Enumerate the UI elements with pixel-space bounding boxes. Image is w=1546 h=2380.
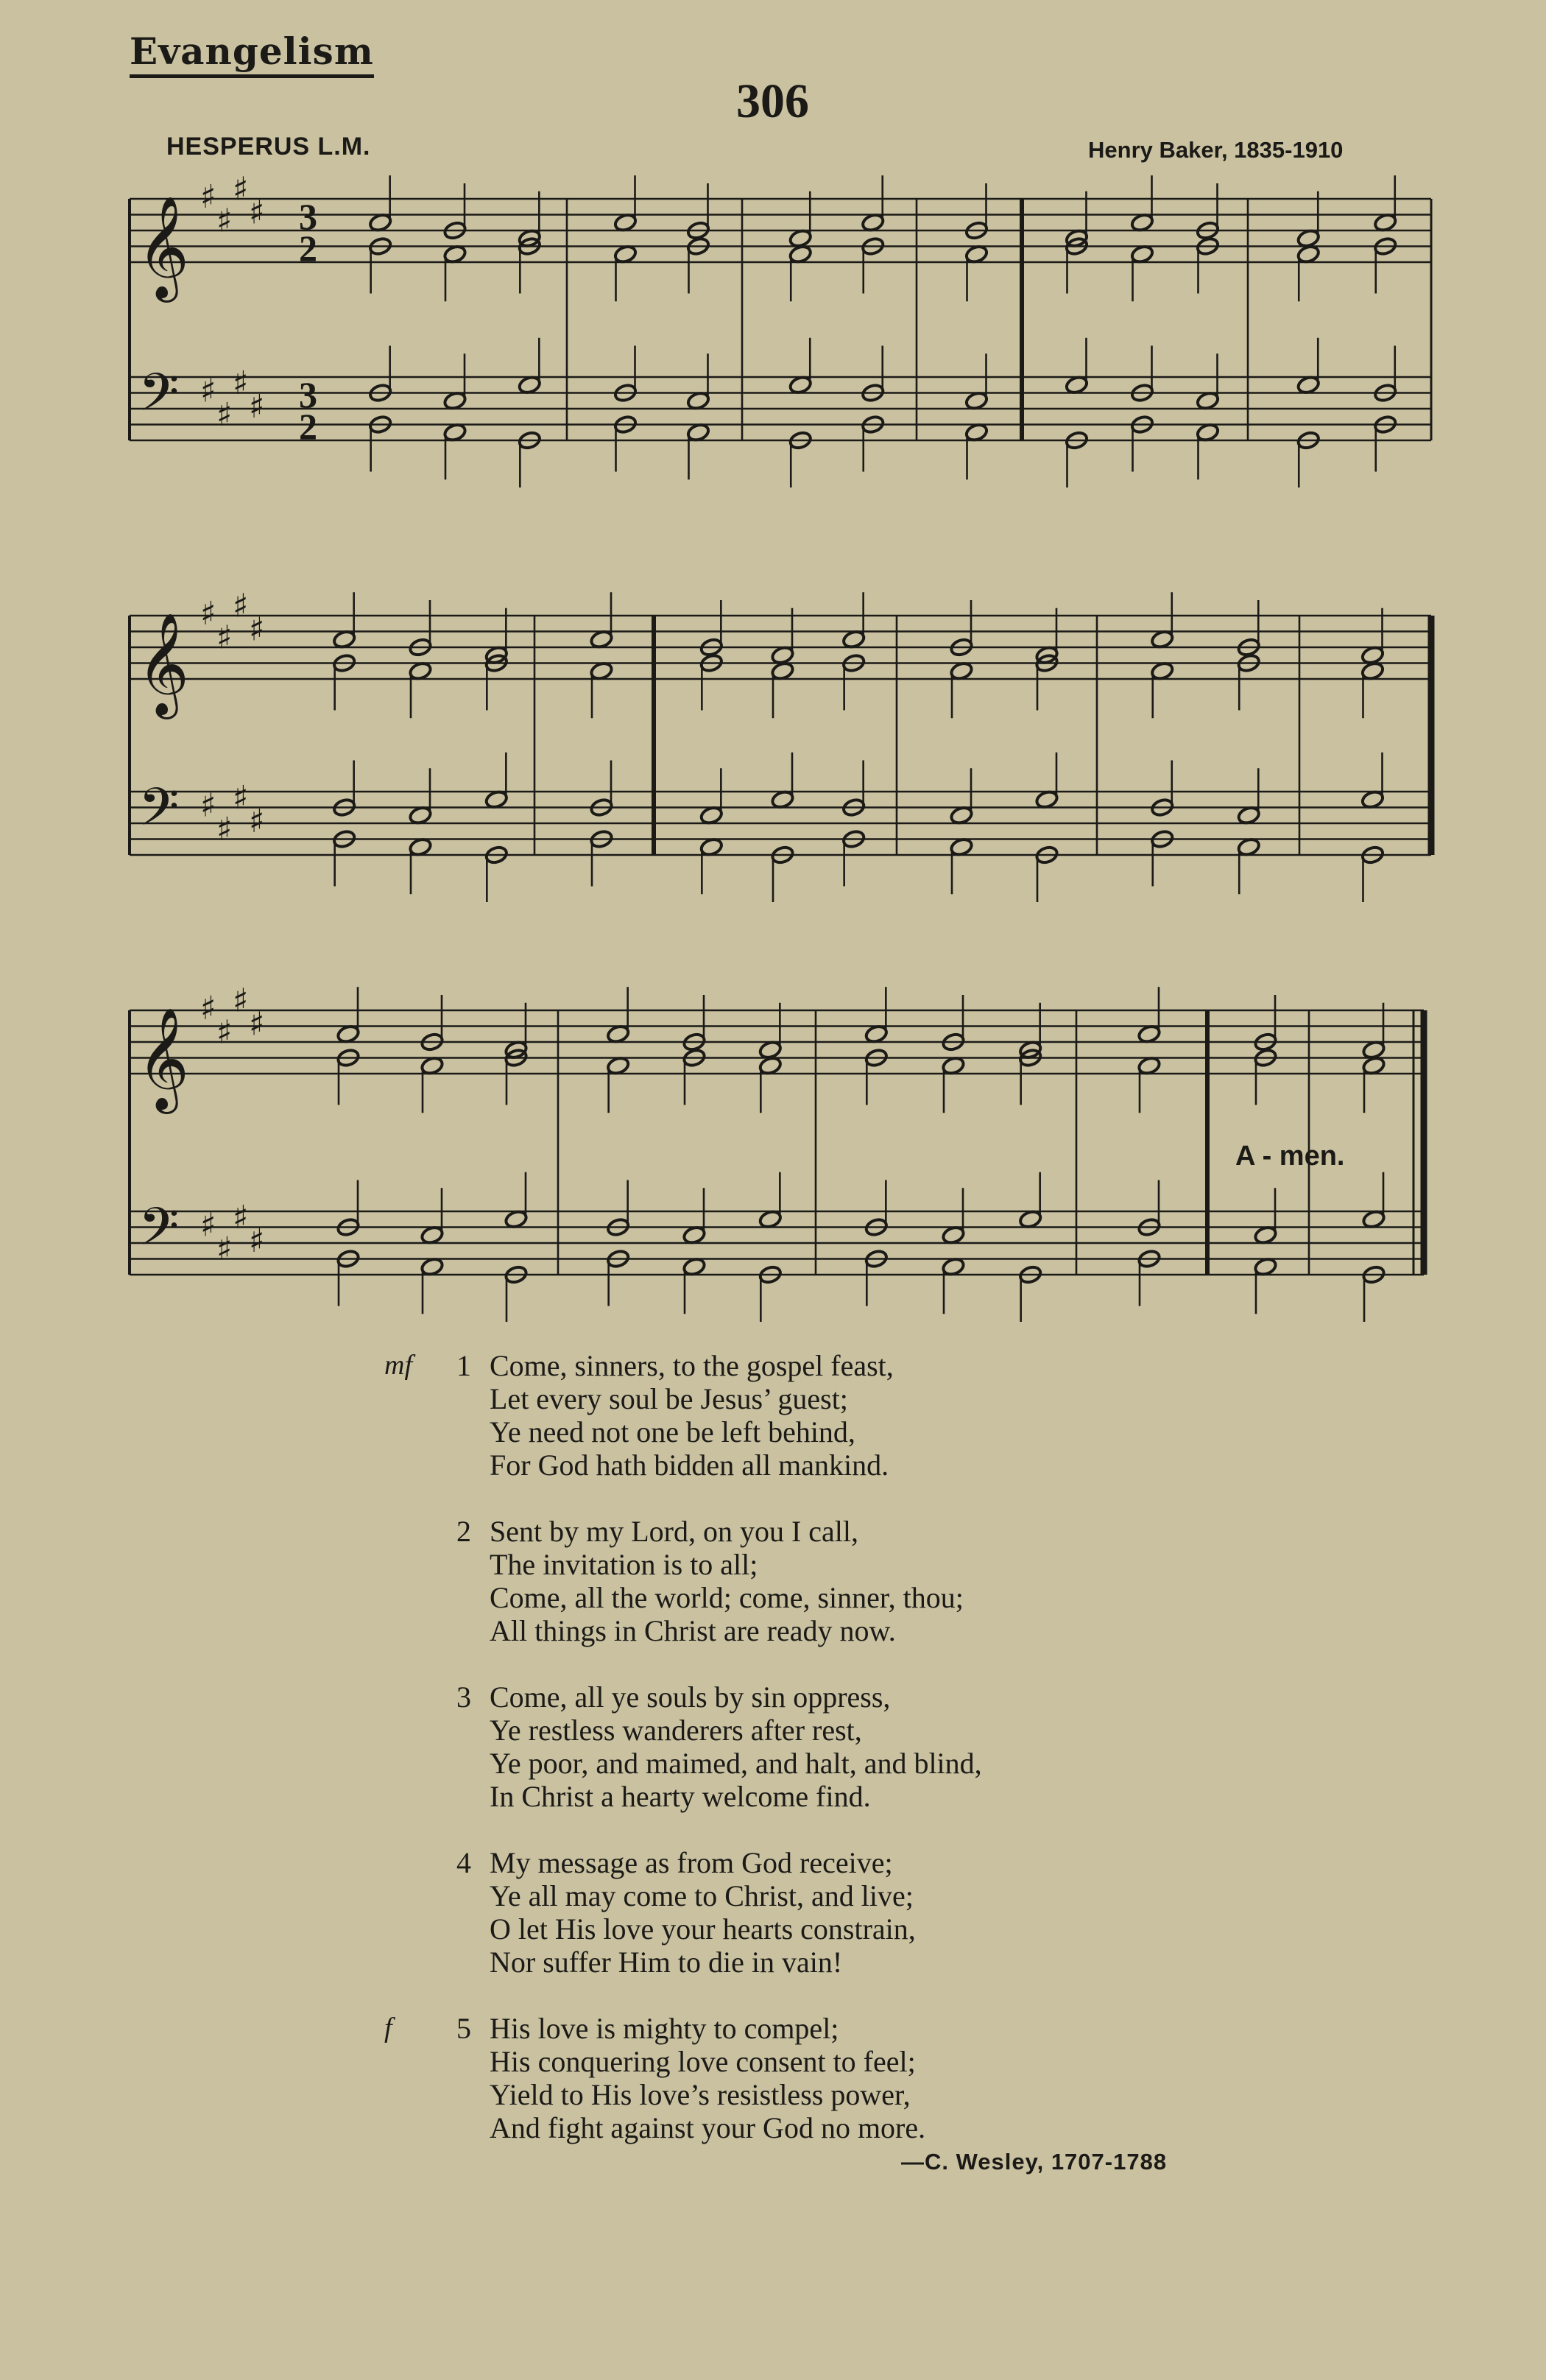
sharp-sign: ♯: [233, 1198, 249, 1236]
sharp-sign: ♯: [249, 1222, 265, 1260]
verse-line: Ye need not one be left behind,: [490, 1415, 855, 1448]
time-signature-denominator: 2: [299, 228, 317, 269]
sharp-sign: ♯: [200, 990, 216, 1027]
verse-3: [390, 1680, 1274, 1813]
verse-number: 2: [456, 1515, 471, 1548]
sharp-sign: ♯: [216, 810, 233, 848]
sharp-sign: ♯: [233, 778, 249, 817]
verse-line: His conquering love consent to feel;: [490, 2045, 916, 2078]
verse-dynamic: f: [384, 2013, 392, 2043]
sharp-sign: ♯: [249, 803, 265, 840]
time-signature-numerator: 3: [299, 196, 317, 237]
verse-line: Come, sinners, to the gospel feast,: [490, 1349, 894, 1382]
verse-number: 3: [456, 1680, 471, 1714]
verse-4: [390, 1846, 1274, 1979]
composer-credit: Henry Baker, 1835-1910: [1088, 137, 1344, 163]
treble-clef: 𝄞: [137, 1007, 189, 1110]
treble-clef: 𝄞: [137, 613, 189, 715]
verse-line: Nor suffer Him to die in vain!: [490, 1946, 843, 1979]
bass-clef: 𝄢: [138, 362, 180, 436]
sharp-sign: ♯: [249, 610, 265, 649]
sharp-sign: ♯: [233, 170, 249, 208]
verse-line: All things in Christ are ready now.: [490, 1614, 896, 1647]
amen-lyric: A - men.: [1235, 1141, 1345, 1172]
verse-line: Ye restless wanderers after rest,: [490, 1714, 862, 1747]
sharp-sign: ♯: [200, 178, 216, 216]
verse-line: Ye all may come to Christ, and live;: [490, 1879, 914, 1912]
sharp-sign: ♯: [216, 1013, 233, 1052]
section-title: Evangelism: [130, 29, 374, 78]
verse-line: O let His love your hearts constrain,: [490, 1912, 916, 1946]
time-signature-denominator: 2: [299, 406, 317, 447]
sharp-sign: ♯: [216, 1230, 233, 1268]
sharp-sign: ♯: [216, 202, 233, 240]
verse-line: Come, all ye souls by sin oppress,: [490, 1680, 891, 1714]
verse-2: [390, 1515, 1274, 1647]
time-signature-numerator: 3: [299, 374, 317, 415]
sharp-sign: ♯: [216, 395, 233, 434]
sharp-sign: ♯: [200, 372, 216, 410]
verse-line: Come, all the world; come, sinner, thou;: [490, 1581, 964, 1614]
verse-line: His love is mighty to compel;: [490, 2012, 839, 2045]
sharp-sign: ♯: [200, 595, 216, 633]
verse-number: 1: [456, 1349, 471, 1382]
verse-dynamic: mf: [384, 1350, 412, 1381]
verse-line: Ye poor, and maimed, and halt, and blind,: [490, 1747, 982, 1780]
verse-line: Sent by my Lord, on you I call,: [490, 1515, 859, 1548]
verse-number: 4: [456, 1846, 471, 1879]
verse-line: My message as from God receive;: [490, 1846, 893, 1879]
verse-line: Yield to His love’s resistless power,: [490, 2078, 911, 2111]
verses: [384, 1349, 1274, 2177]
verse-line: The invitation is to all;: [490, 1548, 758, 1581]
verse-number: 5: [456, 2012, 471, 2045]
tune-name: HESPERUS L.M.: [166, 133, 371, 161]
verse-line: Let every soul be Jesus’ guest;: [490, 1382, 848, 1415]
treble-clef: 𝄞: [137, 196, 189, 298]
verse-line: And fight against your God no more.: [490, 2111, 926, 2144]
hymn-number: 306: [736, 74, 809, 128]
verse-line: For God hath bidden all mankind.: [490, 1448, 889, 1482]
sharp-sign: ♯: [249, 194, 265, 232]
bass-clef: 𝄢: [138, 1197, 180, 1270]
sharp-sign: ♯: [249, 388, 265, 426]
verse-line: In Christ a hearty welcome find.: [490, 1780, 871, 1813]
sharp-sign: ♯: [233, 587, 249, 625]
verse-1: [384, 1349, 1274, 1482]
sharp-sign: ♯: [233, 982, 249, 1020]
text-author: —C. Wesley, 1707-1788: [901, 2149, 1168, 2175]
verse-5: [384, 2012, 1274, 2144]
bass-clef: 𝄢: [138, 777, 180, 851]
sharp-sign: ♯: [200, 1206, 216, 1244]
sharp-sign: ♯: [233, 364, 249, 402]
sharp-sign: ♯: [200, 786, 216, 825]
sharp-sign: ♯: [249, 1005, 265, 1043]
sharp-sign: ♯: [216, 619, 233, 657]
